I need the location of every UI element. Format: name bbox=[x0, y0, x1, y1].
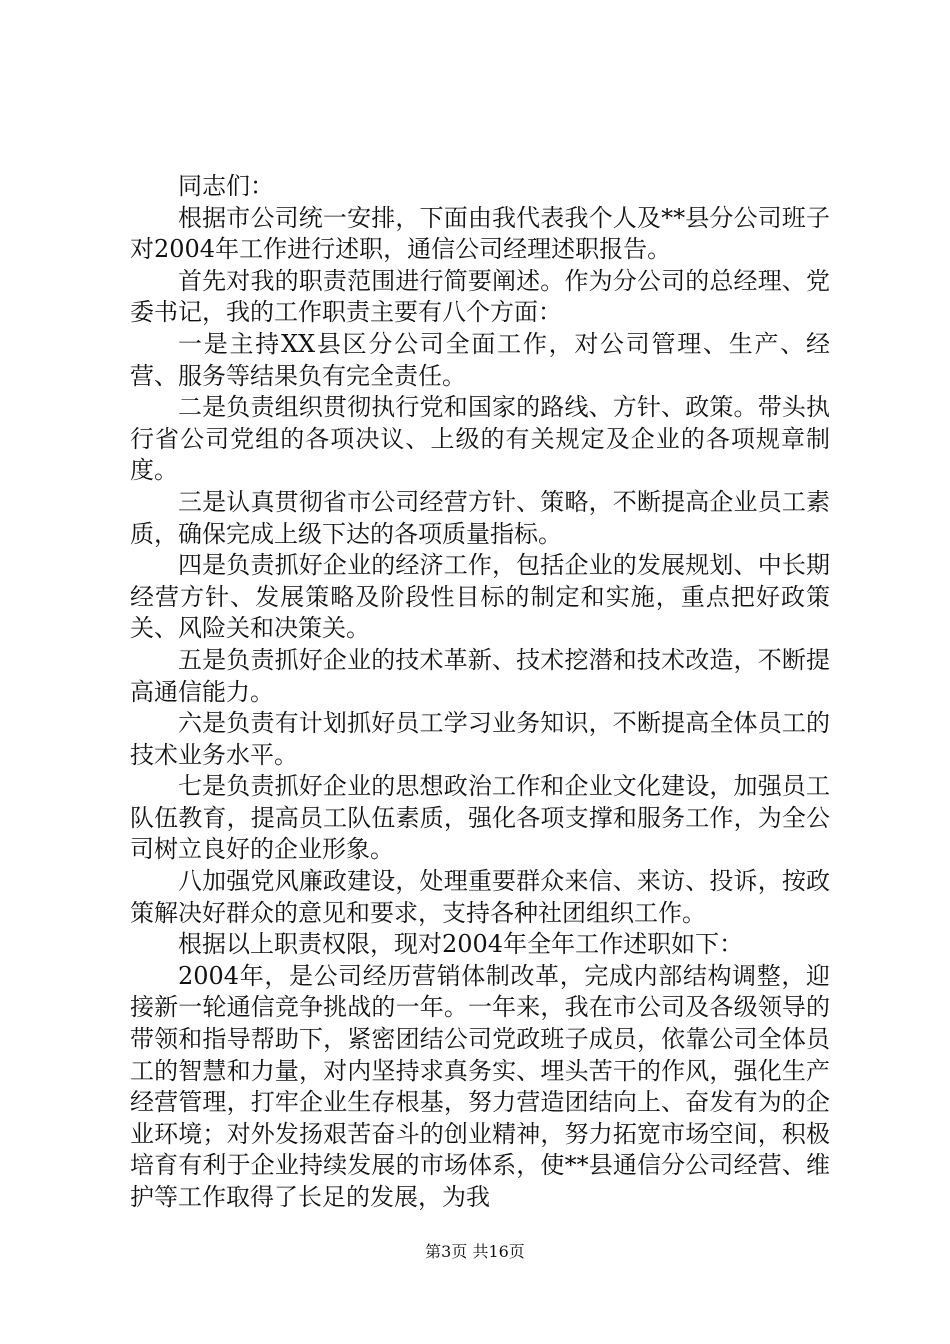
paragraph-greeting: 同志们： bbox=[178, 172, 274, 200]
paragraph-duty-3: 三是认真贯彻省市公司经营方针、策略，不断提高企业员工素质，确保完成上级下达的各项质量指标。 bbox=[130, 487, 830, 548]
page-footer bbox=[0, 1239, 950, 1262]
paragraph-duty-2: 二是负责组织贯彻执行党和国家的路线、方针、政策。带头执行省公司党组的各项决议、上级的有关规定及企业的各项规章制度。 bbox=[130, 393, 830, 485]
paragraph-duty-1: 一是主持XX县区分公司全面工作，对公司管理、生产、经营、服务等结果负有完全责任。 bbox=[130, 329, 830, 390]
page-number-label: 第3页 共16页 bbox=[425, 1242, 525, 1261]
paragraph-duty-7: 七是负责抓好企业的思想政治工作和企业文化建设，加强员工队伍教育，提高员工队伍素质，强化各项支撑和服务工作，为全公司树立良好的企业形象。 bbox=[130, 772, 830, 864]
paragraph-duty-5: 五是负责抓好企业的技术革新、技术挖潜和技术改造，不断提高通信能力。 bbox=[130, 645, 830, 706]
paragraph-duties-overview: 首先对我的职责范围进行简要阐述。作为分公司的总经理、党委书记，我的工作职责主要有八个方面： bbox=[130, 266, 830, 327]
paragraph-duty-4: 四是负责抓好企业的经济工作，包括企业的发展规划、中长期经营方针、发展策略及阶段性目标的制定和实施，重点把好政策关、风险关和决策关。 bbox=[130, 551, 830, 643]
document-body bbox=[130, 171, 830, 1214]
paragraph-summary-lead: 根据以上职责权限，现对2004年全年工作述职如下： bbox=[178, 930, 744, 959]
paragraph-intro: 根据市公司统一安排，下面由我代表我个人及**县分公司班子对2004年工作进行述职，通信公司经理述职报告。 bbox=[130, 203, 830, 264]
paragraph-duty-6: 六是负责有计划抓好员工学习业务知识，不断提高全体员工的技术业务水平。 bbox=[130, 709, 830, 769]
paragraph-year-review: 2004年，是公司经历营销体制改革，完成内部结构调整，迎接新一轮通信竞争挑战的一年。一年来，我在市公司及各级领导的带领和指导帮助下，紧密团结公司党政班子成员，依靠公司全体员工的智慧和力量，对内坚持求真务实、埋头苦干的作风，强化生产经营管理，打牢企业生存根基，努力营造团结向上、奋发有为的企业环境；对外发扬艰苦奋斗的创业精神，努力拓宽市场空间，积极培育有利于企业持续发展的市场体系，使**县通信分公司经营、维护等工作取得了长足的发展，为我 bbox=[130, 961, 830, 1211]
paragraph-duty-8: 八加强党风廉政建设，处理重要群众来信、来访、投诉，按政策解决好群众的意见和要求，支持各种社团组织工作。 bbox=[130, 867, 830, 927]
